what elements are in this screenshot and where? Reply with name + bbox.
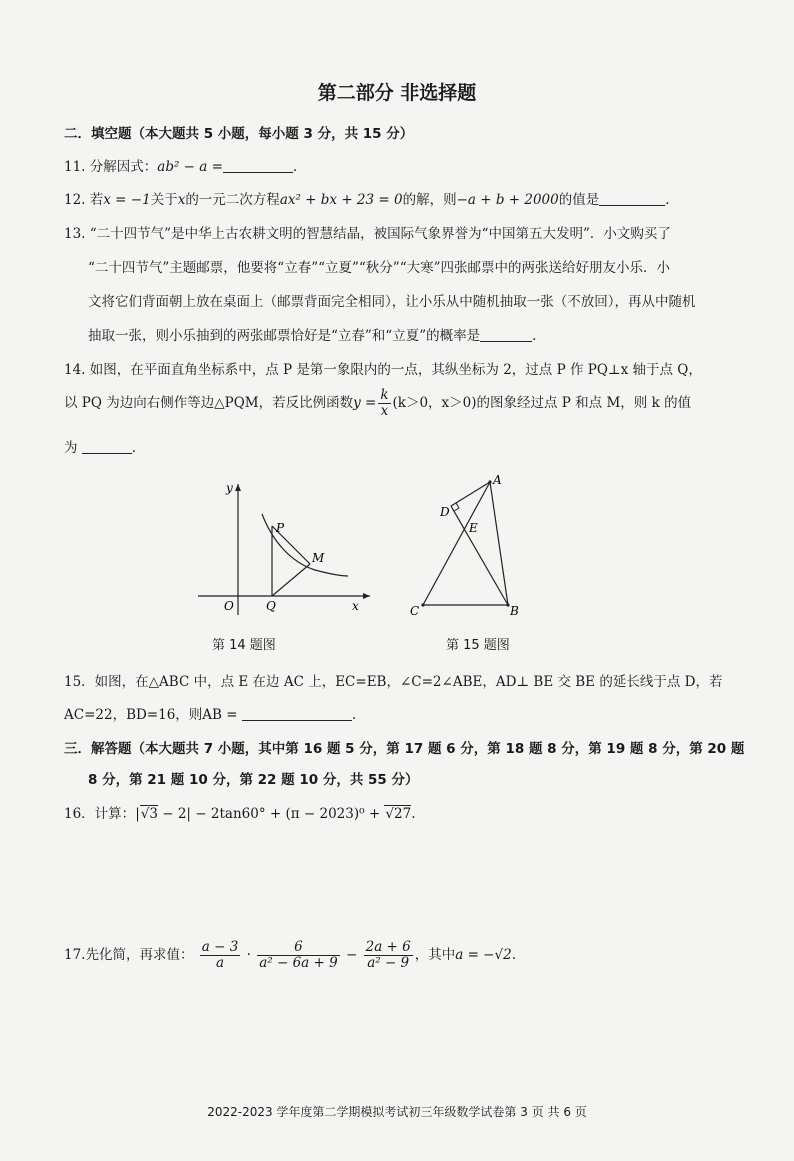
label-M: M [312,551,325,565]
label-P: P [276,521,285,535]
segment-AB [490,482,508,605]
label-x: x [352,599,359,613]
label-O: O [224,599,234,613]
fraction-3: $\frac{2a + 6}{\text{a² − 9}}$ [365,939,411,971]
question-11: 11. 分解因式：ab² − a = . [64,159,298,175]
segment-QM [272,564,310,596]
question-17: 17.先化简，再求值： $\frac{a - 3}{a}$ · $\frac{6}{\text{a² − 6a + 9}}$ − $\frac{2a + 6}{\text{a² − 9}}$ ，其中a = −√2. [64,939,516,971]
label-E: E [469,521,478,535]
answer-blank-12 [599,193,665,206]
question-15-line1: 15．如图，在△ABC 中，点 E 在边 AC 上，EC=EB，∠C=2∠ABE，AD⊥ BE 交 BE 的延长线于点 D，若 [64,674,723,690]
question-14-line3: 为 . [64,440,137,456]
page-footer: 2022-2023 学年度第二学期模拟考试初三年级数学试卷第 3 页 共 6 页 [207,1105,587,1119]
fraction-1: $\frac{a - 3}{a}$ [201,939,239,971]
segment-CA [423,482,490,605]
x-axis-arrow [363,593,370,599]
question-13-line1: 13. “二十四节气”是中华上古农耕文明的智慧结晶，被国际气象界誉为“中国第五大发明”．小文购买了 [64,226,671,242]
question-12: 12. 若x = −1关于x的一元二次方程ax² + bx + 23 = 0的解，则−a + b + 2000的值是 . [64,192,670,208]
figure-14-caption: 第 14 题图 [212,638,276,653]
answer-blank-11 [223,160,293,173]
label-A: A [493,473,502,487]
point-A [488,480,491,483]
y-axis-arrow [235,484,241,491]
section3-heading-line1: 三．解答题（本大题共 7 小题，其中第 16 题 5 分，第 17 题 6 分，第 18 题 8 分，第 19 题 8 分，第 20 题 [64,741,745,757]
question-15-line2: AC=22，BD=16，则AB = . [64,707,357,723]
section3-heading-line2: 8 分，第 21 题 10 分，第 22 题 10 分，共 55 分） [88,772,419,788]
question-13-line4: 抽取一张，则小乐抽到的两张邮票恰好是“立春”和“立夏”的概率是 . [88,328,537,344]
question-14-line2: 以 PQ 为边向右侧作等边△PQM，若反比例函数y = $\frac{k}{x}$ (k＞0，x＞0)的图象经过点 P 和点 M，则 k 的值 [64,387,692,419]
answer-blank-15 [242,708,352,721]
label-C: C [410,604,420,618]
question-14-line1: 14. 如图，在平面直角坐标系中，点 P 是第一象限内的一点，其纵坐标为 2，过点 P 作 PQ⊥x 轴于点 Q， [64,362,702,378]
answer-blank-13 [480,329,532,342]
page-title: 第二部分 非选择题 [317,82,477,104]
segment-AD [451,482,490,506]
answer-blank-14 [82,441,132,454]
figure-15-caption: 第 15 题图 [446,638,510,653]
hyperbola-curve [262,514,348,576]
question-13-line2: “二十四节气”主题邮票，他要将“立春”“立夏”“秋分”“大寒”四张邮票中的两张送给好朋友小乐．小 [88,260,671,276]
question-13-line3: 文将它们背面朝上放在桌面上（邮票背面完全相同），让小乐从中随机抽取一张（不放回），再从中随机 [88,294,696,310]
question-16: 16．计算：|√3 − 2| − 2tan60° + (π − 2023)⁰ + √27. [64,806,416,822]
figure-14-diagram [190,470,380,620]
label-Q: Q [266,599,276,613]
fraction-2: $\frac{6}{\text{a² − 6a + 9}}$ [259,939,338,971]
point-C [421,603,424,606]
segment-BD [451,506,508,605]
label-B: B [510,604,519,618]
section2-heading: 二．填空题（本大题共 5 小题，每小题 3 分，共 15 分） [64,126,414,142]
label-D: D [440,505,450,519]
figure-15-diagram [400,470,530,620]
fraction-k-over-x: $\frac{k}{x}$ [380,387,389,419]
label-y: y [226,481,233,495]
